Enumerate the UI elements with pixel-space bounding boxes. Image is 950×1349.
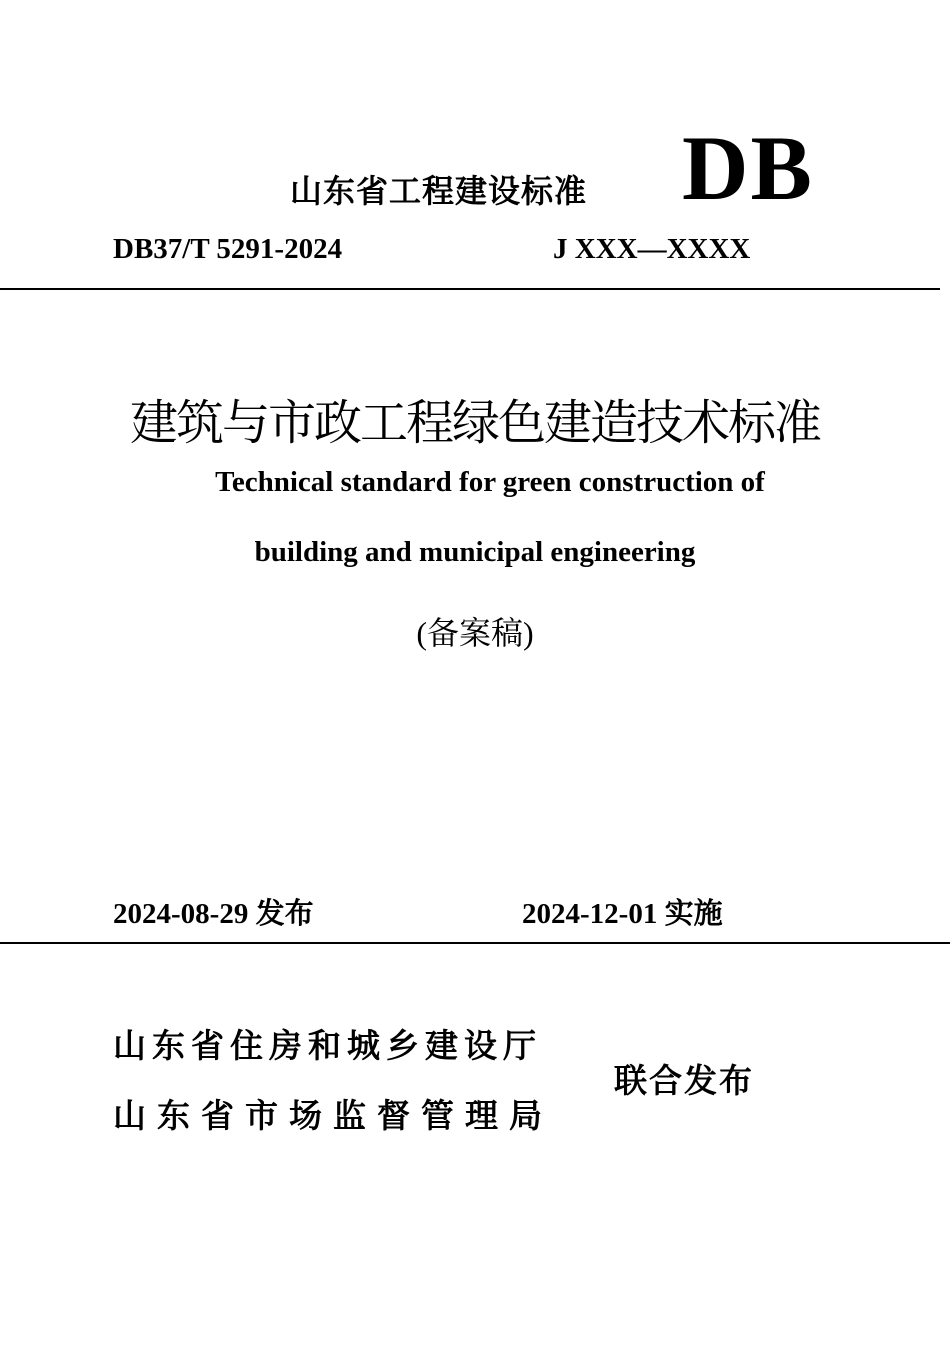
title-chinese: 建筑与市政工程绿色建造技术标准 [129, 395, 820, 451]
title-english-line1: Technical standard for green construction of [215, 466, 765, 498]
draft-note: (备案稿) [416, 615, 534, 651]
standard-number: DB37/T 5291-2024 [113, 233, 343, 265]
effective-date: 2024-12-01 实施 [522, 898, 723, 930]
issuer-line1: 山东省住房和城乡建设厅 [113, 1026, 542, 1065]
db-mark: DB [682, 117, 814, 219]
title-english-line2: building and municipal engineering [254, 536, 696, 568]
standard-series-label: 山东省工程建设标准 [290, 172, 588, 210]
bottom-divider [0, 942, 950, 944]
joint-release-label: 联合发布 [614, 1061, 754, 1100]
publish-date: 2024-08-29 发布 [113, 898, 314, 930]
top-divider [0, 288, 940, 290]
record-number: J XXX—XXXX [553, 233, 751, 265]
issuer-line2: 山东省市场监督管理局 [113, 1096, 553, 1135]
